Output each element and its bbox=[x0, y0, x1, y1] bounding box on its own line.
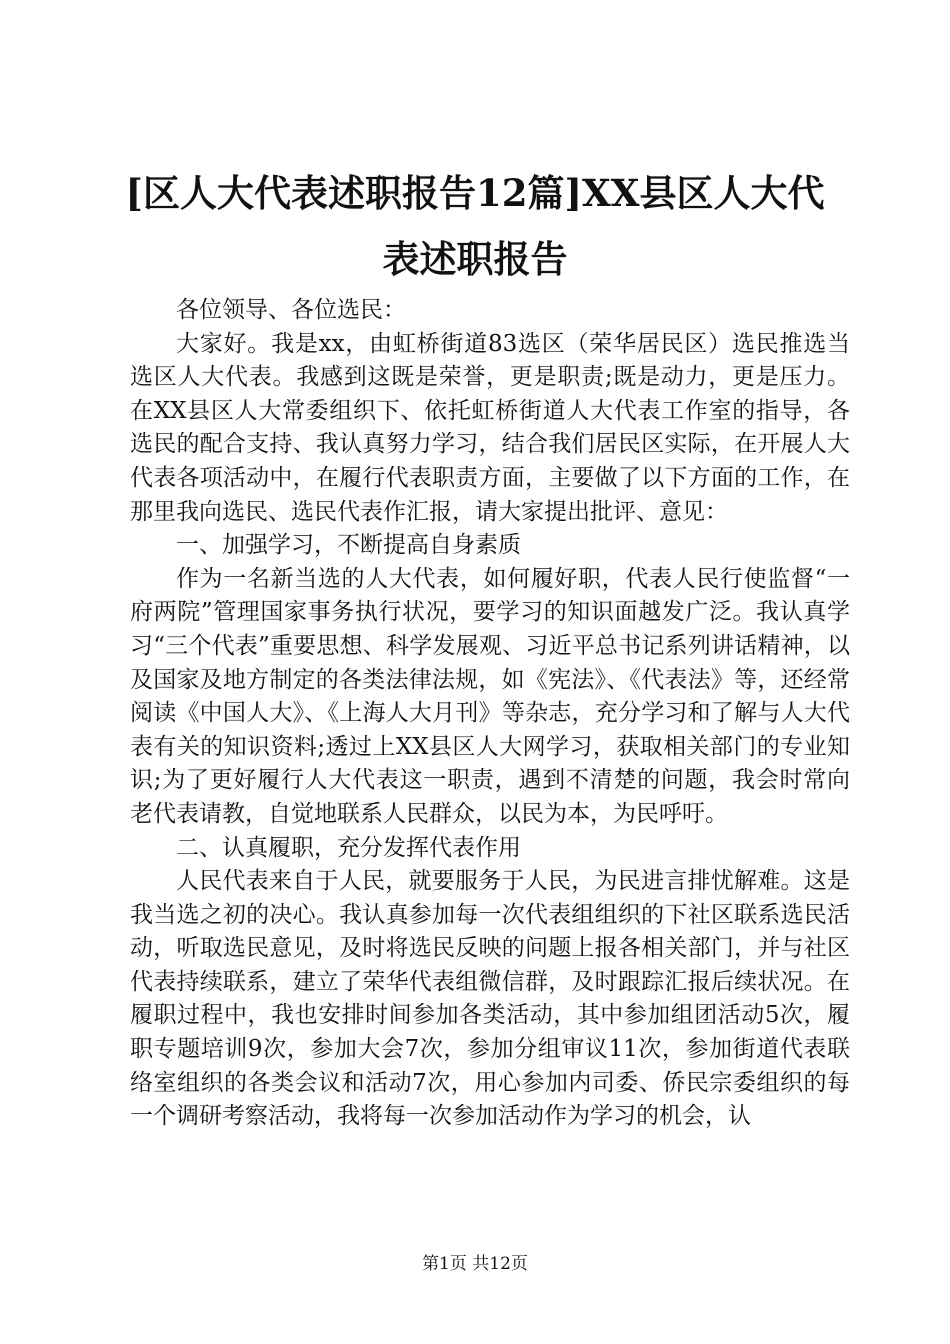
section-heading-study: 一、加强学习，不断提高自身素质 bbox=[176, 532, 521, 559]
page-number-footer: 第1页 共12页 bbox=[422, 1254, 528, 1274]
paragraph-duty: 人民代表来自于人民，就要服务于人民，为民进言排忧解难。这是我当选之初的决心。我认真参加每一次代表组组织的下社区联系选民活动，听取选民意见，及时将选民反映的问题上报各相关部门，并与社区代表持续联系，建立了荣华代表组微信群，及时跟踪汇报后续状况。在履职过程中，我也安排时间参加各类活动，其中参加组团活动5次，履职专题培训9次，参加大会7次，参加分组审议11次，参加街道代表联络室组织的各类会议和活动7次，用心参加内司委、侨民宗委组织的每一个调研考察活动，我将每一次参加活动作为学习的机会，认 bbox=[130, 868, 850, 1130]
section-heading-duty: 二、认真履职，充分发挥代表作用 bbox=[176, 834, 521, 861]
document-body bbox=[130, 294, 850, 1134]
paragraph-salutation: 各位领导、各位选民： bbox=[176, 297, 406, 323]
document-title: [区人大代表述职报告12篇]XX县区人大代表述职报告 bbox=[125, 171, 825, 281]
paragraph-introduction: 大家好。我是xx，由虹桥街道83选区（荣华居民区）选民推选当选区人大代表。我感到这既是荣誉，更是职责;既是动力，更是压力。在XX县区人大常委组织下、依托虹桥街道人大代表工作室的指导，各选民的配合支持、我认真努力学习，结合我们居民区实际，在开展人大代表各项活动中，在履行代表职责方面，主要做了以下方面的工作，在那里我向选民、选民代表作汇报，请大家提出批评、意见： bbox=[130, 330, 850, 525]
paragraph-study: 作为一名新当选的人大代表，如何履好职，代表人民行使监督“一府两院”管理国家事务执行状况，要学习的知识面越发广泛。我认真学习“三个代表”重要思想、科学发展观、习近平总书记系列讲话精神，以及国家及地方制定的各类法律法规，如《宪法》、《代表法》等，还经常阅读《中国人大》、《上海人大月刊》等杂志，充分学习和了解与人大代表有关的知识资料;透过上XX县区人大网学习，获取相关部门的专业知识;为了更好履行人大代表这一职责，遇到不清楚的问题，我会时常向老代表请教，自觉地联系人民群众，以民为本，为民呼吁。 bbox=[130, 565, 850, 827]
